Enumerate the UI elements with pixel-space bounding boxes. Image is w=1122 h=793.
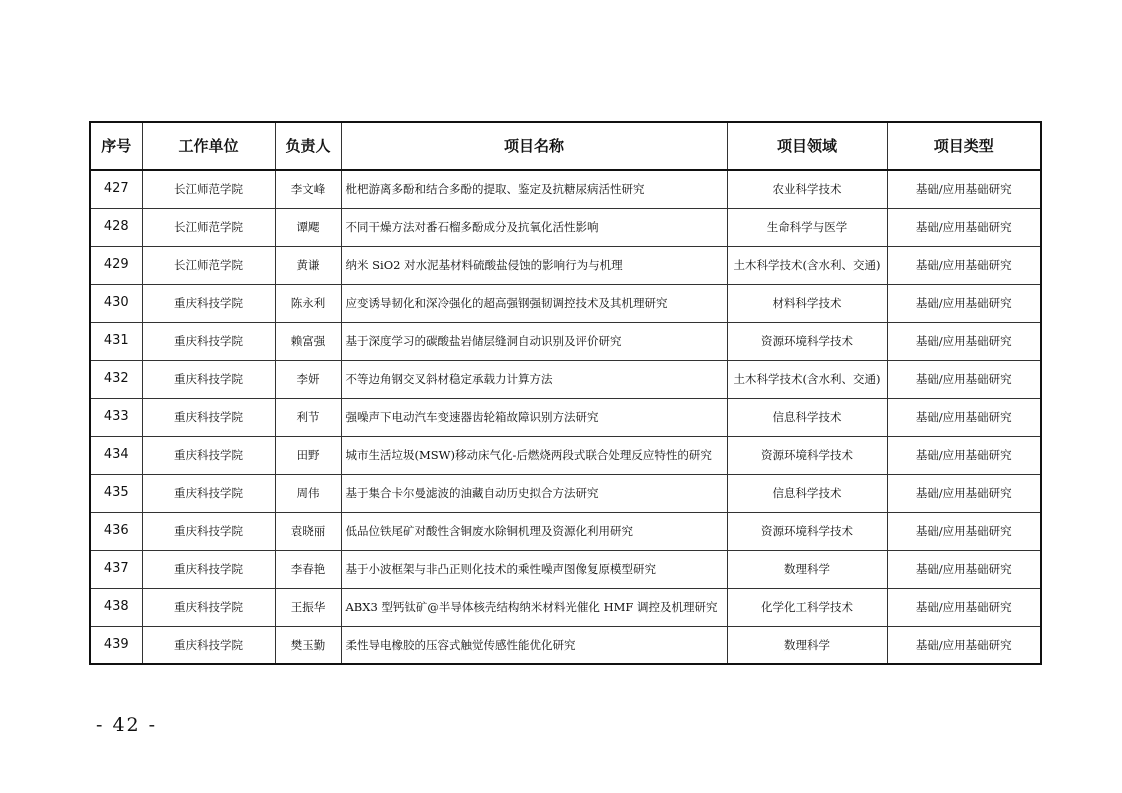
table-row bbox=[90, 322, 1041, 360]
cell-field: 数理科学 bbox=[727, 550, 887, 588]
cell-type: 基础/应用基础研究 bbox=[887, 398, 1041, 436]
cell-unit: 长江师范学院 bbox=[142, 246, 275, 284]
cell-unit: 重庆科技学院 bbox=[142, 474, 275, 512]
cell-unit: 重庆科技学院 bbox=[142, 284, 275, 322]
cell-type: 基础/应用基础研究 bbox=[887, 360, 1041, 398]
cell-project-name: 应变诱导韧化和深冷强化的超高强钢强韧调控技术及其机理研究 bbox=[341, 284, 727, 322]
cell-type: 基础/应用基础研究 bbox=[887, 474, 1041, 512]
cell-field: 材料科学技术 bbox=[727, 284, 887, 322]
cell-field: 土木科学技术(含水利、交通) bbox=[727, 360, 887, 398]
cell-unit: 重庆科技学院 bbox=[142, 512, 275, 550]
project-table bbox=[89, 121, 1042, 665]
cell-type: 基础/应用基础研究 bbox=[887, 550, 1041, 588]
table-row bbox=[90, 436, 1041, 474]
cell-field: 信息科学技术 bbox=[727, 398, 887, 436]
cell-no: 435 bbox=[90, 474, 142, 512]
cell-project-name: 基于小波框架与非凸正则化技术的乘性噪声图像复原模型研究 bbox=[341, 550, 727, 588]
cell-leader: 田野 bbox=[275, 436, 341, 474]
cell-no: 434 bbox=[90, 436, 142, 474]
table-row bbox=[90, 398, 1041, 436]
cell-project-name: 柔性导电橡胶的压容式触觉传感性能优化研究 bbox=[341, 626, 727, 664]
cell-unit: 长江师范学院 bbox=[142, 208, 275, 246]
cell-project-name: 低品位铁尾矿对酸性含铜废水除铜机理及资源化利用研究 bbox=[341, 512, 727, 550]
cell-no: 432 bbox=[90, 360, 142, 398]
table-row bbox=[90, 626, 1041, 664]
cell-leader: 利节 bbox=[275, 398, 341, 436]
cell-project-name: ABX3 型钙钛矿@半导体核壳结构纳米材料光催化 HMF 调控及机理研究 bbox=[341, 588, 727, 626]
cell-field: 资源环境科学技术 bbox=[727, 512, 887, 550]
cell-no: 429 bbox=[90, 246, 142, 284]
cell-leader: 李春艳 bbox=[275, 550, 341, 588]
cell-leader: 赖富强 bbox=[275, 322, 341, 360]
cell-unit: 重庆科技学院 bbox=[142, 322, 275, 360]
cell-leader: 樊玉勤 bbox=[275, 626, 341, 664]
cell-field: 信息科学技术 bbox=[727, 474, 887, 512]
table-row bbox=[90, 512, 1041, 550]
cell-project-name: 城市生活垃圾(MSW)移动床气化-后燃烧两段式联合处理反应特性的研究 bbox=[341, 436, 727, 474]
table-row bbox=[90, 208, 1041, 246]
cell-field: 数理科学 bbox=[727, 626, 887, 664]
cell-unit: 重庆科技学院 bbox=[142, 360, 275, 398]
cell-field: 农业科学技术 bbox=[727, 170, 887, 208]
cell-project-name: 基于集合卡尔曼滤波的油藏自动历史拟合方法研究 bbox=[341, 474, 727, 512]
cell-no: 433 bbox=[90, 398, 142, 436]
cell-type: 基础/应用基础研究 bbox=[887, 512, 1041, 550]
cell-leader: 陈永利 bbox=[275, 284, 341, 322]
cell-field: 土木科学技术(含水利、交通) bbox=[727, 246, 887, 284]
header-no: 序号 bbox=[90, 122, 142, 170]
table-row bbox=[90, 588, 1041, 626]
cell-leader: 谭飔 bbox=[275, 208, 341, 246]
cell-leader: 李文峰 bbox=[275, 170, 341, 208]
cell-project-name: 不同干燥方法对番石榴多酚成分及抗氧化活性影响 bbox=[341, 208, 727, 246]
cell-type: 基础/应用基础研究 bbox=[887, 246, 1041, 284]
cell-type: 基础/应用基础研究 bbox=[887, 322, 1041, 360]
cell-type: 基础/应用基础研究 bbox=[887, 170, 1041, 208]
table-row bbox=[90, 550, 1041, 588]
header-project-name: 项目名称 bbox=[341, 122, 727, 170]
cell-unit: 重庆科技学院 bbox=[142, 588, 275, 626]
cell-no: 438 bbox=[90, 588, 142, 626]
page-number: - 42 - bbox=[96, 714, 158, 736]
cell-no: 428 bbox=[90, 208, 142, 246]
cell-type: 基础/应用基础研究 bbox=[887, 436, 1041, 474]
table-row bbox=[90, 170, 1041, 208]
cell-leader: 黄谦 bbox=[275, 246, 341, 284]
cell-type: 基础/应用基础研究 bbox=[887, 588, 1041, 626]
cell-field: 资源环境科学技术 bbox=[727, 322, 887, 360]
header-type: 项目类型 bbox=[887, 122, 1041, 170]
table-body bbox=[90, 170, 1041, 664]
cell-unit: 重庆科技学院 bbox=[142, 436, 275, 474]
cell-no: 436 bbox=[90, 512, 142, 550]
cell-leader: 李妍 bbox=[275, 360, 341, 398]
table-row bbox=[90, 360, 1041, 398]
cell-leader: 袁晓丽 bbox=[275, 512, 341, 550]
cell-no: 437 bbox=[90, 550, 142, 588]
cell-no: 427 bbox=[90, 170, 142, 208]
cell-project-name: 强噪声下电动汽车变速器齿轮箱故障识别方法研究 bbox=[341, 398, 727, 436]
cell-field: 生命科学与医学 bbox=[727, 208, 887, 246]
cell-type: 基础/应用基础研究 bbox=[887, 208, 1041, 246]
cell-project-name: 枇杷游离多酚和结合多酚的提取、鉴定及抗糖尿病活性研究 bbox=[341, 170, 727, 208]
cell-unit: 重庆科技学院 bbox=[142, 626, 275, 664]
header-leader: 负责人 bbox=[275, 122, 341, 170]
cell-field: 资源环境科学技术 bbox=[727, 436, 887, 474]
cell-leader: 周伟 bbox=[275, 474, 341, 512]
cell-project-name: 基于深度学习的碳酸盐岩储层缝洞自动识别及评价研究 bbox=[341, 322, 727, 360]
header-unit: 工作单位 bbox=[142, 122, 275, 170]
cell-no: 430 bbox=[90, 284, 142, 322]
cell-project-name: 不等边角钢交叉斜材稳定承载力计算方法 bbox=[341, 360, 727, 398]
cell-unit: 重庆科技学院 bbox=[142, 398, 275, 436]
table-row bbox=[90, 246, 1041, 284]
cell-no: 439 bbox=[90, 626, 142, 664]
table-header bbox=[90, 122, 1041, 170]
cell-unit: 长江师范学院 bbox=[142, 170, 275, 208]
table-row bbox=[90, 474, 1041, 512]
cell-unit: 重庆科技学院 bbox=[142, 550, 275, 588]
cell-project-name: 纳米 SiO2 对水泥基材料硫酸盐侵蚀的影响行为与机理 bbox=[341, 246, 727, 284]
table-row bbox=[90, 284, 1041, 322]
cell-type: 基础/应用基础研究 bbox=[887, 284, 1041, 322]
cell-type: 基础/应用基础研究 bbox=[887, 626, 1041, 664]
header-row bbox=[90, 122, 1041, 170]
header-field: 项目领域 bbox=[727, 122, 887, 170]
cell-leader: 王振华 bbox=[275, 588, 341, 626]
cell-no: 431 bbox=[90, 322, 142, 360]
cell-field: 化学化工科学技术 bbox=[727, 588, 887, 626]
